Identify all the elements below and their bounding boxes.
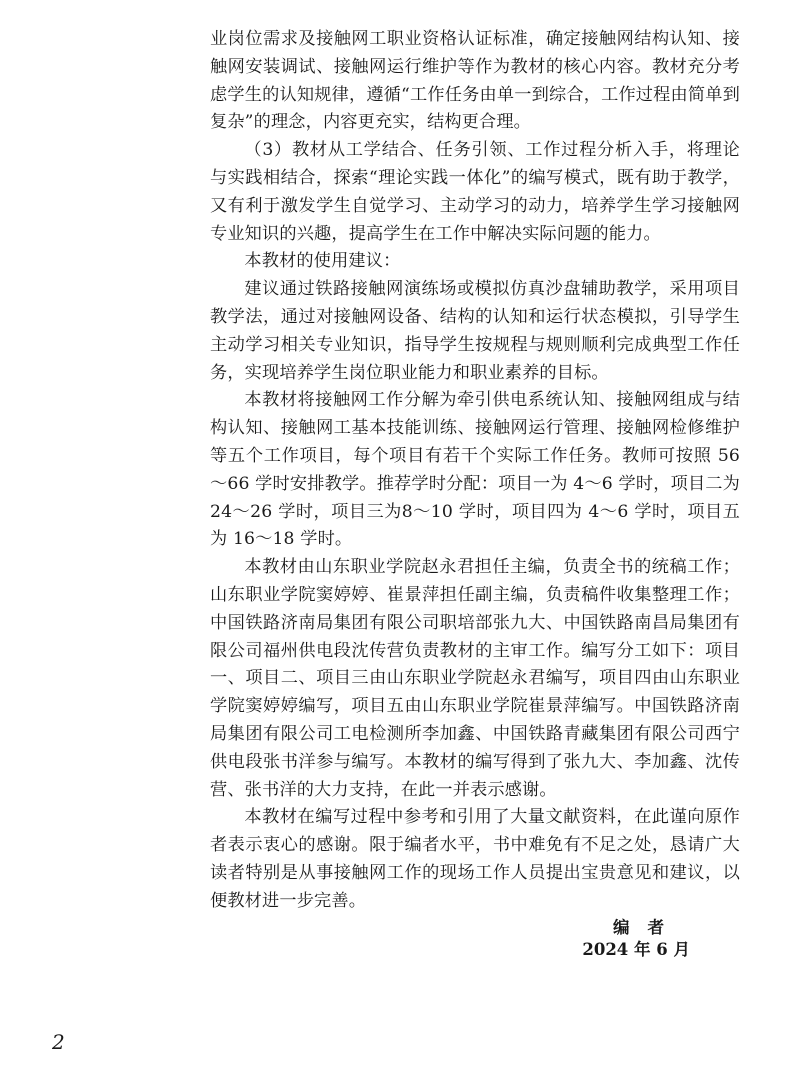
paragraph-acknowledgement: 本教材在编写过程中参考和引用了大量文献资料，在此谨向原作者表示衷心的感谢。限于编者水平，书中难免有不足之处，恳请广大读者特别是从事接触网工作的现场工作人员提出宝贵意见和建议，以便教材进一步完善。 xyxy=(210,807,740,911)
paragraph-usage-suggestion: 建议通过铁路接触网演练场或模拟仿真沙盘辅助教学，采用项目教学法，通过对接触网设备、结构的认知和运行状态模拟，引导学生主动学习相关专业知识，指导学生按规程与规则顺利完成典型工作任务，实现培养学生岗位职业能力和职业素养的目标。 xyxy=(210,279,740,383)
signoff-date: 2024 年 6 月 xyxy=(582,940,690,959)
signoff-editor: 编者 xyxy=(613,918,682,937)
paragraph-projects: 本教材将接触网工作分解为牵引供电系统认知、接触网组成与结构认知、接触网工基本技能训练、接触网运行管理、接触网检修维护等五个工作项目，每个项目有若干个实际工作任务。教师可按照 56～66 学时安排教学。推荐学时分配：项目一为 4～6 学时，项目二为 24～26 学时，项目三为8～10 学时，项目四为 4～6 学时，项目五为 16～18 学时。 xyxy=(210,390,740,550)
paragraph-continuation: 业岗位需求及接触网工职业资格认证标准，确定接触网结构认知、接触网安装调试、接触网运行维护等作为教材的核心内容。教材充分考虑学生的认知规律，遵循“工作任务由单一到综合，工作过程由简单到复杂”的理念，内容更充实，结构更合理。 xyxy=(210,29,740,133)
page-number: 2 xyxy=(52,1030,65,1054)
paragraph-authors: 本教材由山东职业学院赵永君担任主编，负责全书的统稿工作；山东职业学院窦婷婷、崔景萍担任副主编，负责稿件收集整理工作；中国铁路济南局集团有限公司职培部张九大、中国铁路南昌局集团有限公司福州供电段沈传营负责教材的主审工作。编写分工如下：项目一、项目二、项目三由山东职业学院赵永君编写，项目四由山东职业学院窦婷婷编写，项目五由山东职业学院崔景萍编写。中国铁路济南局集团有限公司工电检测所李加鑫、中国铁路青藏集团有限公司西宁供电段张书洋参与编写。本教材的编写得到了张九大、李加鑫、沈传营、张书洋的大力支持，在此一并表示感谢。 xyxy=(210,557,740,800)
body-text xyxy=(210,26,740,916)
paragraph-usage-heading: 本教材的使用建议： xyxy=(244,251,401,272)
paragraph-item-3: （3）教材从工学结合、任务引领、工作过程分析入手，将理论与实践相结合，探索“理论实践一体化”的编写模式，既有助于教学，又有利于激发学生自觉学习、主动学习的动力，培养学生学习接触网专业知识的兴趣，提高学生在工作中解决实际问题的能力。 xyxy=(210,140,740,244)
